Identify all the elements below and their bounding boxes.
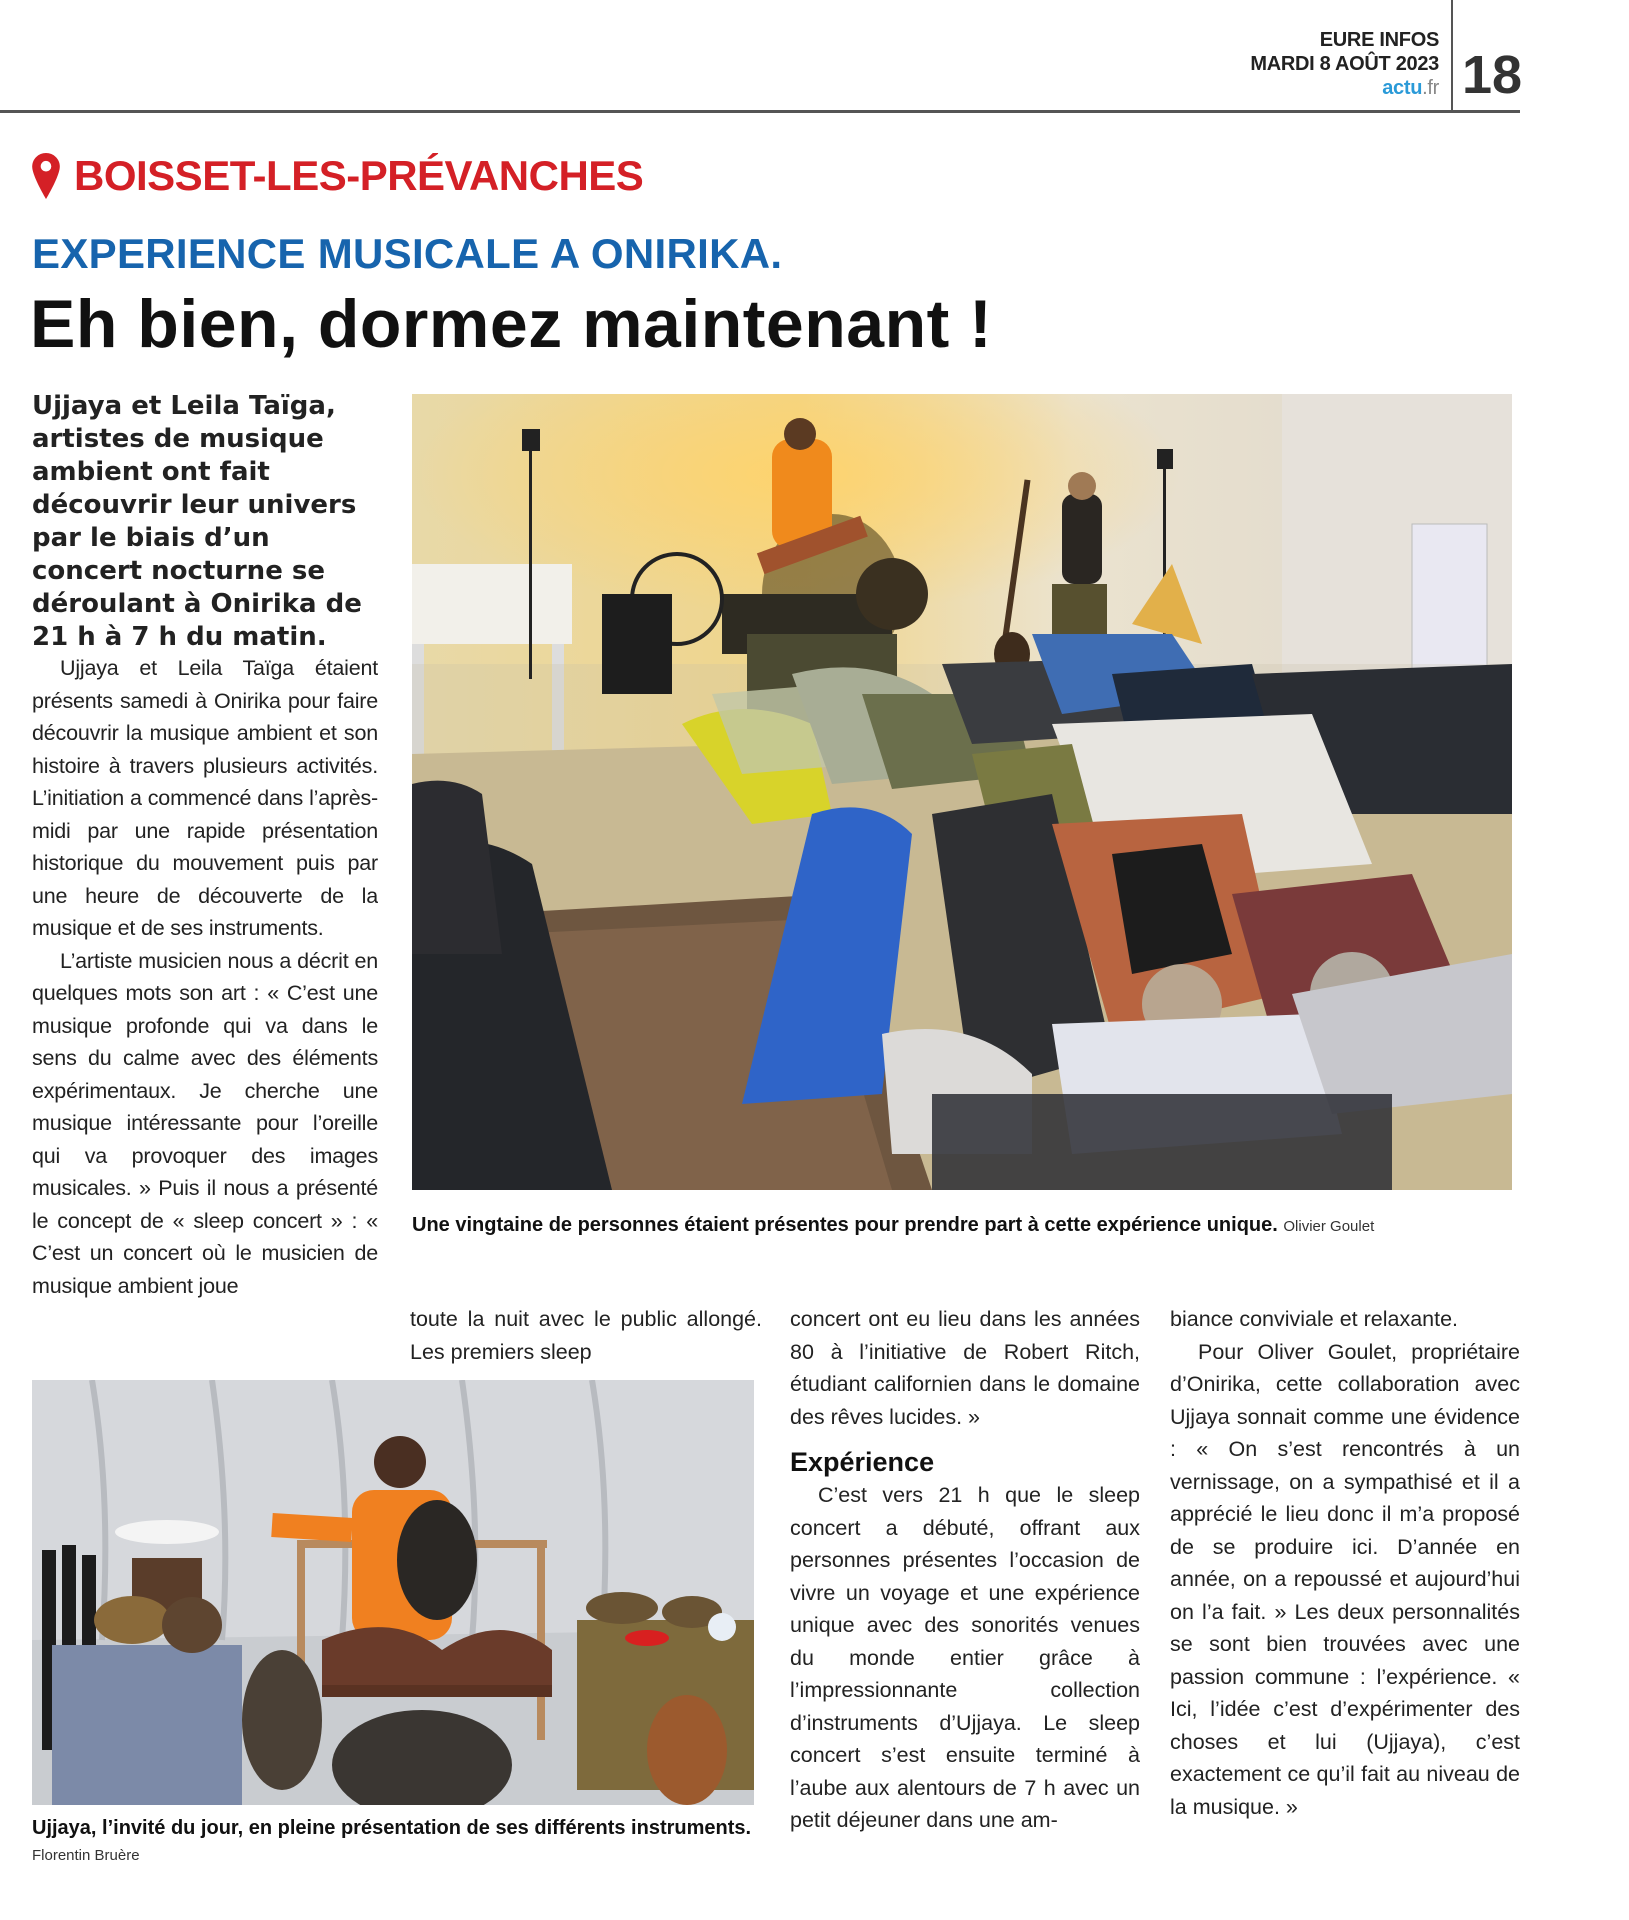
paragraph: toute la nuit avec le public allongé. Les premiers sleep — [410, 1307, 762, 1364]
paragraph: Ujjaya et Leila Taïga étaient présents samedi à Onirika pour faire découvrir la musique ambient et son histoire à travers plusieurs activités. L’initiation a commencé dans l’après-midi par une rapide présentation historique du mouvement puis par une heure de découverte de la musique et de ses instruments. — [32, 656, 378, 940]
article-lead: Ujjaya et Leila Taïga, artistes de musique ambient ont fait découvrir leur univers par le biais d’un concert nocturne se déroulant à Onirika de 21 h à 7 h du matin. — [32, 391, 362, 652]
site-brand-tld: .fr — [1422, 77, 1439, 99]
publication-name: EURE INFOS — [1319, 29, 1439, 51]
header-divider — [0, 110, 1520, 113]
photo-ujjaya-instruments — [32, 1380, 754, 1805]
article-column-4 — [1170, 1303, 1520, 1823]
article-column-3 — [790, 1303, 1140, 1837]
location-label — [32, 152, 643, 200]
photo-credit: Olivier Goulet — [1283, 1218, 1375, 1235]
article-column-2 — [410, 1303, 762, 1368]
paragraph: biance conviviale et relaxante. — [1170, 1307, 1459, 1331]
map-pin-icon — [32, 153, 60, 199]
paragraph: L’artiste musicien nous a décrit en quelques mots son art : « C’est une musique profonde qui va dans le sens du calme avec des éléments expérimentaux. Je cherche une musique intéressante pour l’oreille qui va provoquer des images musicales. » Puis il nous a présenté le concept de « sleep concert » : « C’est un concert où le musicien de musique ambient joue — [32, 948, 378, 1298]
header-meta — [1250, 28, 1439, 100]
article-kicker: EXPERIENCE MUSICALE A ONIRIKA. — [32, 230, 783, 277]
paragraph: C’est vers 21 h que le sleep concert a débuté, offrant aux personnes présentes l’occasion de vivre un voyage et une expérience unique avec des sonorités venues du monde entier grâce à l’impressionnante collection d’instruments d’Ujjaya. Le sleep concert s’est ensuite terminé à l’aube aux alentours de 7 h avec un petit déjeuner dans une am- — [790, 1483, 1140, 1832]
publication-date: MARDI 8 AOÛT 2023 — [1250, 53, 1439, 75]
caption-text: Ujjaya, l’invité du jour, en pleine présentation de ses différents instruments. — [32, 1817, 752, 1839]
page-number: 18 — [1462, 45, 1523, 105]
caption-text: Une vingtaine de personnes étaient présentes pour prendre part à cette expérience unique. — [412, 1214, 1278, 1236]
article-subheading: Expérience — [790, 1447, 935, 1477]
photo-caption-secondary — [32, 1815, 772, 1869]
photo-credit: Florentin Bruère — [32, 1847, 140, 1864]
photo-sleep-concert — [412, 394, 1512, 1190]
site-brand-name: actu — [1382, 77, 1423, 99]
photo-caption-main — [412, 1212, 1512, 1240]
article-column-1 — [32, 652, 378, 1360]
location-name: BOISSET-LES-PRÉVANCHES — [74, 152, 644, 199]
sleep-concert-image — [412, 394, 1512, 1190]
paragraph: concert ont eu lieu dans les années 80 à l’initiative de Robert Ritch, étudiant californien dans le domaine des rêves lucides. » — [790, 1307, 1140, 1429]
paragraph: Pour Oliver Goulet, propriétaire d’Onirika, cette collaboration avec Ujjaya sonnait comme une évidence : « On s’est rencontrés à un vernissage, on a sympathisé et il a apprécié le lieu donc il m’a proposé de se produire ici. D’année en année, on a repoussé et aujourd’hui on l’a fait. » Les deux personnalités se sont bien trouvées avec une passion commune : l’expérience. « Ici, l’idée c’est d’expérimenter des choses et lui (Ujjaya), c’est exactement ce qu’il fait au niveau de la musique. » — [1170, 1339, 1520, 1819]
article-headline: Eh bien, dormez maintenant ! — [30, 286, 993, 362]
site-brand — [1250, 76, 1439, 100]
ujjaya-instruments-image — [32, 1380, 754, 1805]
header-divider-vertical — [1451, 0, 1453, 112]
